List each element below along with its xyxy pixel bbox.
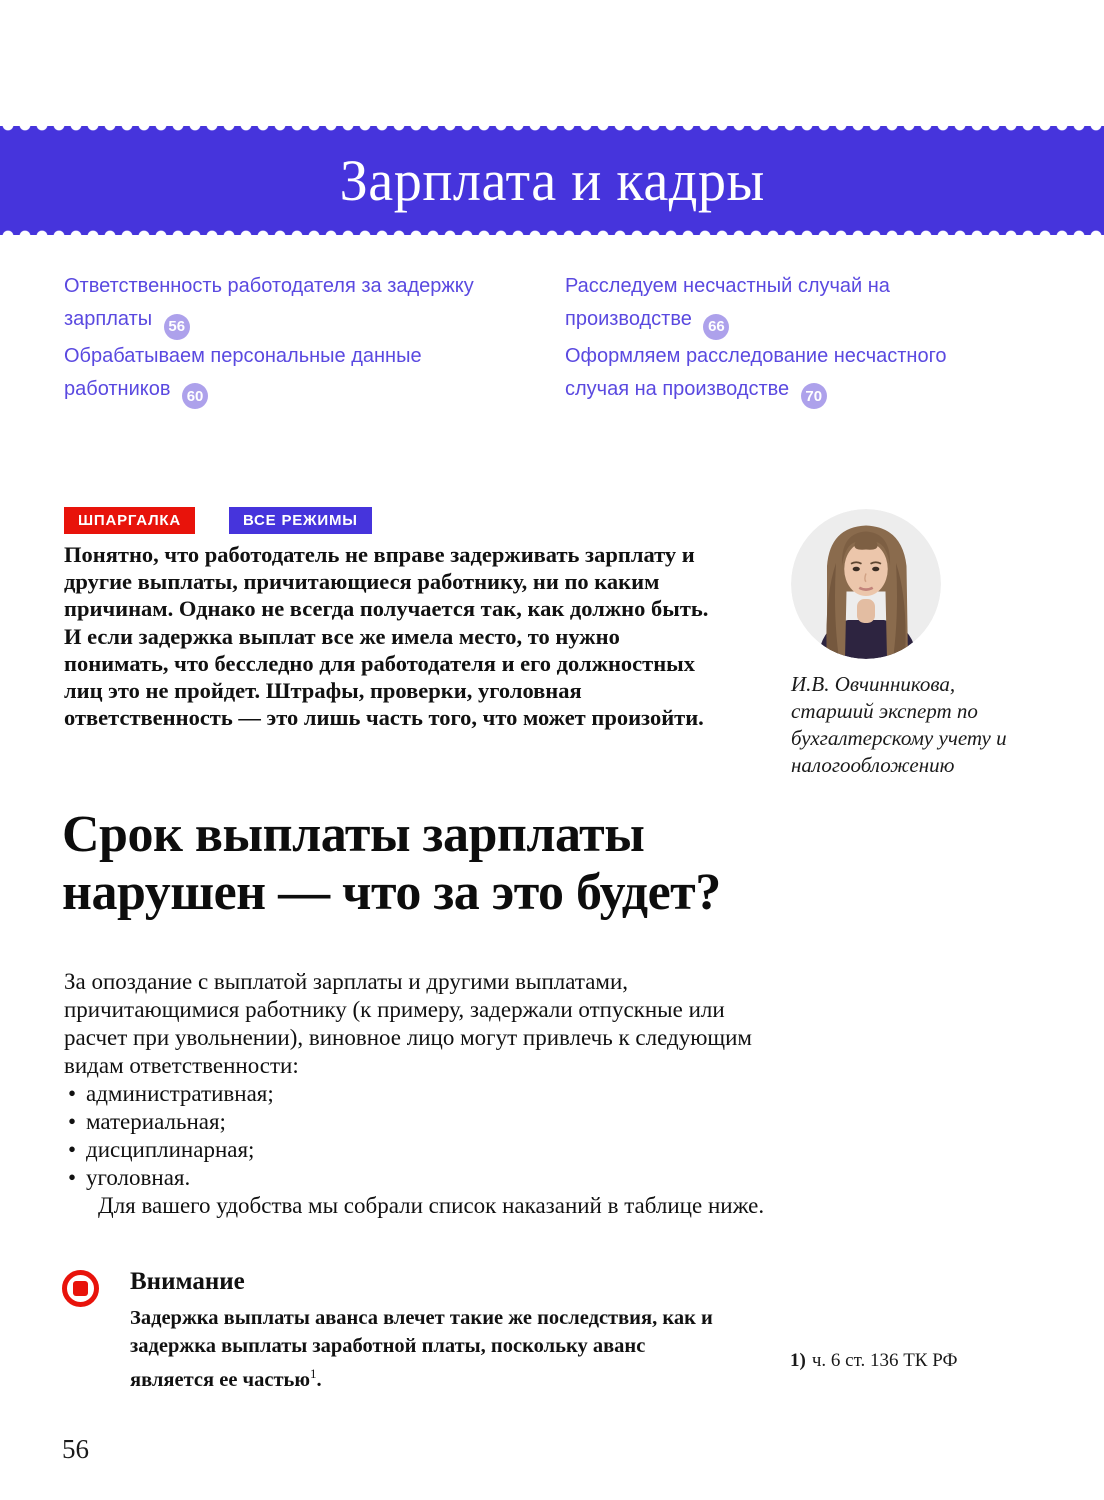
footnote [790, 1350, 957, 1372]
headline-line-1: Срок выплаты зарплаты [62, 806, 645, 863]
section-banner [0, 126, 1104, 235]
toc-left-column [64, 270, 524, 409]
attention-callout [62, 1268, 722, 1394]
list-item: • уголовная. [64, 1164, 770, 1192]
portrait-illustration [791, 509, 941, 659]
article-headline [62, 806, 922, 922]
author-role: старший эксперт по бухгалтерскому учету и налогообложению [791, 699, 1007, 777]
author-caption [791, 671, 1071, 779]
attention-title: Внимание [130, 1268, 245, 1295]
tag-chips-row [64, 507, 372, 534]
toc-page-badge: 56 [164, 314, 190, 340]
attention-text-body: Задержка выплаты аванса влечет такие же последствия, как и задержка выплаты заработной платы, поскольку аванс является ее частью [130, 1307, 713, 1391]
toc-item-label: Ответственность работодателя за задержку зарплаты [64, 275, 474, 330]
list-item: • административная; [64, 1080, 770, 1108]
headline-line-2: нарушен — что за это будет? [62, 864, 721, 921]
article-outro: Для вашего удобства мы собрали список наказаний в таблице ниже. [98, 1193, 765, 1218]
tag-all-modes: ВСЕ РЕЖИМЫ [229, 507, 372, 534]
author-block [791, 509, 1091, 779]
attention-text-period: . [316, 1368, 322, 1391]
list-item: • материальная; [64, 1108, 770, 1136]
toc-page-badge: 70 [801, 383, 827, 409]
author-photo [791, 509, 941, 659]
toc-item-label: Обрабатываем персональные данные работников [64, 344, 422, 400]
toc-page-badge: 66 [703, 314, 729, 340]
toc-right-column [565, 270, 965, 409]
lead-paragraph: Понятно, что работодатель не вправе задерживать зарплату и другие выплаты, причитающиеся работнику, ни по каким причинам. Однако не всегда получается так, как должно быть. И если задержка выплат все же имела место, то нужно понимать, что бесследно для работодателя и его должностных лиц это не пройдет. Штрафы, проверки, уголовная ответственность — это лишь часть того, что может произойти. [64, 542, 709, 731]
footnote-reference: 1 [310, 1366, 317, 1381]
attention-text [130, 1304, 722, 1394]
article-intro: За опоздание с выплатой зарплаты и другими выплатами, причитающимися работнику (к примеру, задержали отпускные или расчет при увольнении), виновное лицо могут привлечь к следующим видам ответственности: [64, 969, 752, 1078]
article-body [64, 968, 770, 1220]
footnote-text: ч. 6 ст. 136 ТК РФ [811, 1350, 958, 1371]
footnote-marker: 1) [790, 1350, 806, 1371]
page-number: 56 [62, 1434, 89, 1464]
liability-list [64, 1080, 770, 1192]
toc-item[interactable] [64, 270, 524, 340]
toc-page-badge: 60 [182, 383, 208, 409]
list-item: • дисциплинарная; [64, 1136, 770, 1164]
section-title: Зарплата и кадры [339, 148, 765, 213]
toc-item-label: Расследуем несчастный случай на производстве [565, 275, 890, 330]
toc-item[interactable] [565, 340, 965, 410]
toc-item[interactable] [64, 340, 524, 410]
author-name: И.В. Овчинникова, [791, 672, 956, 696]
attention-stop-icon [62, 1270, 99, 1307]
tag-cheatsheet: ШПАРГАЛКА [64, 507, 195, 534]
toc-item-label: Оформляем расследование несчастного случая на производстве [565, 344, 947, 400]
toc-item[interactable] [565, 270, 965, 340]
